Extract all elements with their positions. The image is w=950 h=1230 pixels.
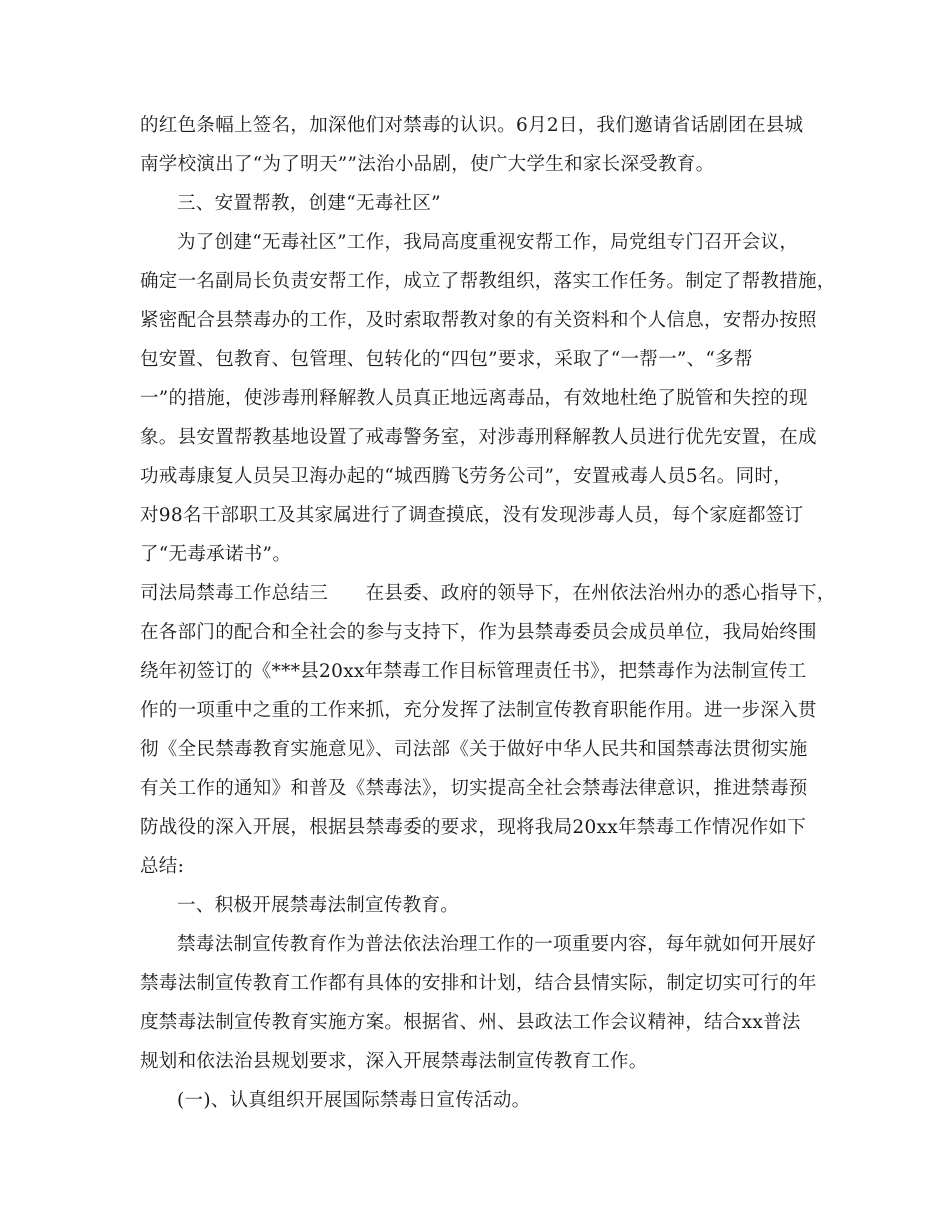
text-line: 为了创建“无毒社区”工作，我局高度重视安帮工作，局党组专门召开会议， bbox=[177, 232, 799, 253]
text-line: 禁毒法制宣传教育工作都有具体的安排和计划，结合县情实际，制定切实可行的年 bbox=[140, 973, 817, 994]
document-title-line: 司法局禁毒工作总结三 在县委、政府的领导下，在州依法治州办的悉心指导下， bbox=[140, 583, 836, 604]
text-line: 象。县安置帮教基地设置了戒毒警务室，对涉毒刑释解教人员进行优先安置，在成 bbox=[140, 427, 817, 448]
text-line: 彻《全民禁毒教育实施意见》、司法部《关于做好中华人民共和国禁毒法贯彻实施 bbox=[140, 739, 808, 760]
text-line: 一”的措施，使涉毒刑释解教人员真正地远离毒品，有效地杜绝了脱管和失控的现 bbox=[140, 388, 808, 409]
subsection-heading: (一)、认真组织开展国际禁毒日宣传活动。 bbox=[177, 1090, 531, 1111]
text-line: 作的一项重中之重的工作来抓，充分发挥了法制宣传教育职能作用。进一步深入贯 bbox=[140, 700, 817, 721]
text-line: 度禁毒法制宣传教育实施方案。根据省、州、县政法工作会议精神，结合xx普法 bbox=[140, 1012, 801, 1033]
text-line: 对98名干部职工及其家属进行了调查摸底，没有发现涉毒人员，每个家庭都签订 bbox=[140, 505, 804, 526]
text-line: 南学校演出了“为了明天””法治小品剧，使广大学生和家长深受教育。 bbox=[140, 154, 715, 175]
text-line: 的红色条幅上签名，加深他们对禁毒的认识。6月2日，我们邀请省话剧团在县城 bbox=[140, 115, 804, 136]
text-line: 确定一名副局长负责安帮工作，成立了帮教组织，落实工作任务。制定了帮教措施， bbox=[140, 271, 836, 292]
text-line: 在各部门的配合和全社会的参与支持下，作为县禁毒委员会成员单位，我局始终围 bbox=[140, 622, 817, 643]
section-heading: 三、安置帮教，创建“无毒社区” bbox=[177, 193, 441, 214]
text-line: 禁毒法制宣传教育作为普法依法治理工作的一项重要内容，每年就如何开展好 bbox=[177, 934, 817, 955]
text-line: 包安置、包教育、包管理、包转化的“四包”要求，采取了“一帮一”、“多帮 bbox=[140, 349, 753, 370]
text-line: 总结: bbox=[140, 856, 185, 877]
text-line: 规划和依法治县规划要求，深入开展禁毒法制宣传教育工作。 bbox=[140, 1051, 648, 1072]
text-line: 绕年初签订的《***县20xx年禁毒工作目标管理责任书》，把禁毒作为法制宣传工 bbox=[140, 661, 807, 682]
text-line: 有关工作的通知》和普及《禁毒法》，切实提高全社会禁毒法律意识，推进禁毒预 bbox=[140, 778, 808, 799]
text-line: 防战役的深入开展，根据县禁毒委的要求，现将我局20xx年禁毒工作情况作如下 bbox=[140, 817, 807, 838]
text-line: 紧密配合县禁毒办的工作，及时索取帮教对象的有关资料和个人信息，安帮办按照 bbox=[140, 310, 817, 331]
text-line: 功戒毒康复人员吴卫海办起的“城西腾飞劳务公司”，安置戒毒人员5名。同时， bbox=[140, 466, 792, 487]
section-heading: 一、积极开展禁毒法制宣传教育。 bbox=[177, 895, 460, 916]
text-line: 了“无毒承诺书”。 bbox=[140, 544, 292, 565]
